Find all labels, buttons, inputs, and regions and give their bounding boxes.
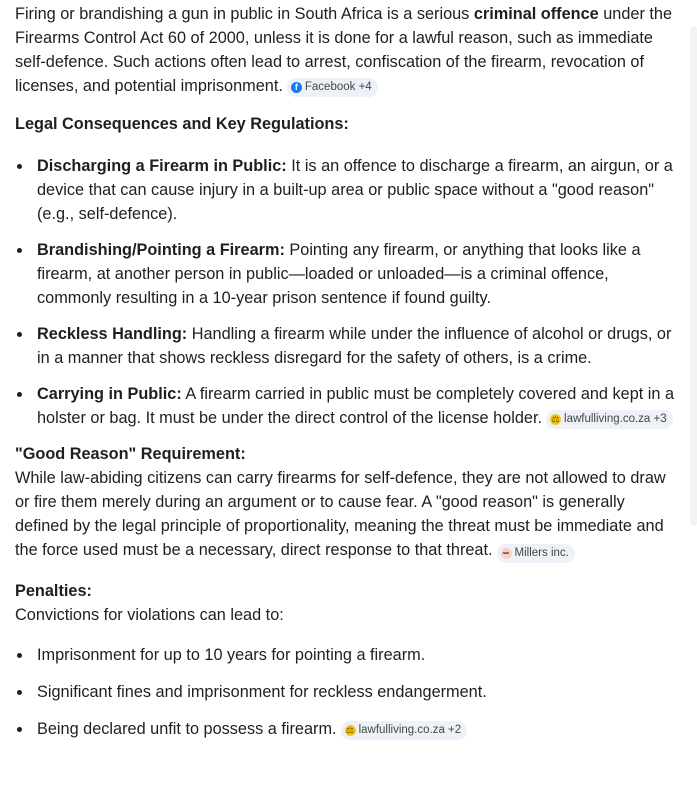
legal-list bbox=[15, 154, 680, 430]
facebook-icon: f bbox=[291, 82, 302, 93]
list-item bbox=[15, 643, 680, 667]
list-item bbox=[15, 382, 680, 430]
section-heading-legal: Legal Consequences and Key Regulations: bbox=[15, 115, 349, 133]
scrollbar[interactable] bbox=[690, 26, 697, 526]
list-item-title: Discharging a Firearm in Public: bbox=[37, 157, 287, 175]
source-chip-millers[interactable] bbox=[497, 544, 575, 563]
source-chip-lawfulliving[interactable] bbox=[546, 410, 673, 429]
good-reason-section bbox=[15, 442, 680, 563]
list-item bbox=[15, 154, 680, 226]
lawfulliving-icon: ⚖ bbox=[346, 725, 355, 735]
list-item-title: Carrying in Public: bbox=[37, 385, 182, 403]
source-chip-label: lawfulliving.co.za +2 bbox=[358, 724, 462, 736]
list-item-text: Handling a firearm while under the influence of alcohol or drugs, or in a manner that shows reckless disregard for the safety of others, is a crime. bbox=[37, 325, 672, 367]
source-chip-label: Facebook +4 bbox=[304, 81, 372, 93]
list-item-text: Being declared unfit to possess a firearm. bbox=[37, 720, 337, 738]
section-heading-good-reason: "Good Reason" Requirement: bbox=[15, 445, 246, 463]
millers-icon: ▬ bbox=[501, 548, 512, 559]
ai-answer-content bbox=[15, 2, 680, 754]
list-item bbox=[15, 717, 680, 741]
list-item-text: It is an offence to discharge a firearm, an airgun, or a device that can cause injury in a built-up area or public space without a "good reason" (e.g., self-defence). bbox=[37, 157, 673, 223]
intro-text-after: under the Firearms Control Act 60 of 2000, unless it is done for a lawful reason, such as immediate self-defence. Such actions often lead to arrest, confiscation of the firearm, revocation of licenses, and potential imprisonment. bbox=[15, 5, 673, 95]
intro-paragraph bbox=[15, 2, 680, 98]
penalties-intro: Convictions for violations can lead to: bbox=[15, 606, 284, 624]
list-item bbox=[15, 322, 680, 370]
good-reason-text: While law-abiding citizens can carry firearms for self-defence, they are not allowed to draw or fire them merely during an argument or to cause fear. A "good reason" is generally defined by the legal principle of proportionality, meaning the threat must be immediate and the force used must be a necessary, direct response to that threat. bbox=[15, 469, 666, 559]
list-item-title: Brandishing/Pointing a Firearm: bbox=[37, 241, 285, 259]
list-item bbox=[15, 680, 680, 704]
intro-text-before: Firing or brandishing a gun in public in South Africa is a serious bbox=[15, 5, 474, 23]
list-item-text: Imprisonment for up to 10 years for pointing a firearm. bbox=[37, 646, 426, 664]
list-item-text: Significant fines and imprisonment for reckless endangerment. bbox=[37, 683, 487, 701]
good-reason-paragraph bbox=[15, 466, 680, 563]
source-chip-label: Millers inc. bbox=[514, 547, 569, 559]
list-item bbox=[15, 238, 680, 310]
list-item-title: Reckless Handling: bbox=[37, 325, 188, 343]
intro-bold-term: criminal offence bbox=[473, 5, 599, 23]
source-chip-label: lawfulliving.co.za +3 bbox=[564, 413, 667, 425]
list-item-text: A firearm carried in public must be completely covered and kept in a holster or bag. It must be under the direct control of the license holder. bbox=[37, 385, 675, 427]
source-chip-facebook[interactable] bbox=[287, 78, 378, 97]
section-heading-penalties: Penalties: bbox=[15, 582, 92, 600]
list-item-text: Pointing any firearm, or anything that looks like a firearm, at another person in public—loaded or unloaded—is a criminal offence, commonly resulting in a 10-year prison sentence if found guilty. bbox=[37, 241, 641, 307]
source-chip-lawfulliving[interactable] bbox=[341, 721, 468, 740]
lawfulliving-icon: ⚖ bbox=[551, 414, 560, 424]
penalties-list bbox=[15, 643, 680, 741]
penalties-section bbox=[15, 579, 680, 741]
